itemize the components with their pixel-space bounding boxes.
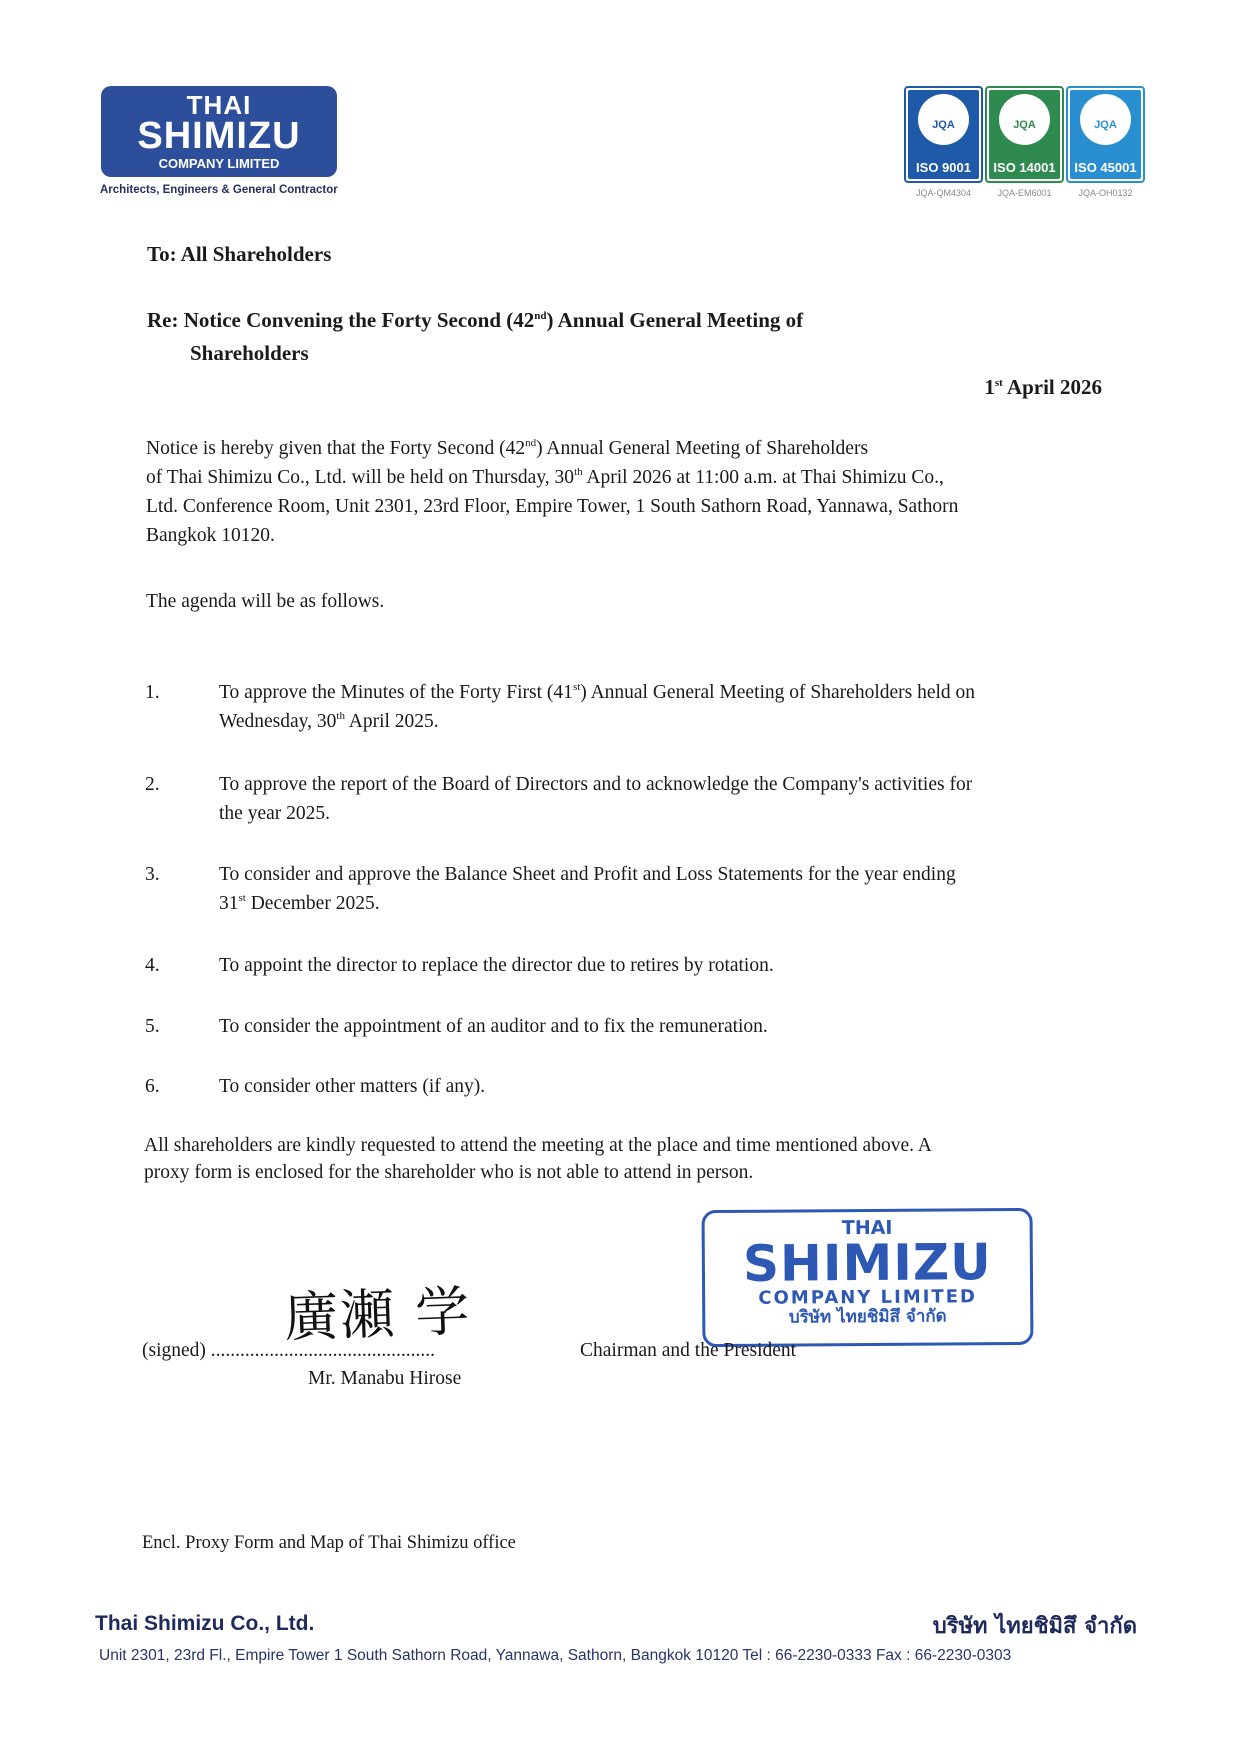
footer-address: Unit 2301, 23rd Fl., Empire Tower 1 South Sathorn Road, Yannawa, Sathorn, Bangkok 10120 Tel : 66-2230-0333 Fax : 66-2230-0303	[99, 1647, 1012, 1664]
certified-seal-icon: JQA	[918, 94, 969, 145]
handwritten-signature: 廣瀬 学	[283, 1279, 473, 1350]
iso-label: ISO 45001	[1074, 160, 1137, 175]
agenda-number: 6.	[145, 1076, 160, 1097]
subject-line: Re: Notice Convening the Forty Second (42nd) Annual General Meeting of	[147, 308, 804, 332]
agenda-item: To consider the appointment of an auditor and to fix the remuneration.	[219, 1016, 768, 1037]
iso-code: JQA-EM6001	[997, 188, 1052, 198]
iso-label: ISO 14001	[993, 160, 1056, 175]
agenda-item: To consider and approve the Balance Sheet and Profit and Loss Statements for the year ending 31st December 2025.	[219, 864, 956, 914]
footer-company-name-thai: บริษัท ไทยชิมิสึ จำกัด	[932, 1613, 1137, 1639]
company-logo	[101, 86, 337, 177]
agenda-number: 5.	[145, 1016, 160, 1037]
agenda-number: 1.	[145, 682, 160, 703]
iso-label: ISO 9001	[916, 160, 971, 175]
signer-title: Chairman and the President	[580, 1340, 797, 1361]
agenda-number: 4.	[145, 955, 160, 976]
agenda-number: 3.	[145, 864, 160, 885]
enclosure-note: Encl. Proxy Form and Map of Thai Shimizu office	[142, 1533, 516, 1553]
closing-paragraph: All shareholders are kindly requested to attend the meeting at the place and time mentioned above. A proxy form is enclosed for the shareholder who is not able to attend in person.	[144, 1135, 932, 1183]
signer-name: Mr. Manabu Hirose	[308, 1368, 462, 1389]
agenda-intro: The agenda will be as follows.	[146, 591, 385, 612]
iso-9001-badge	[904, 86, 983, 183]
footer-company-name: Thai Shimizu Co., Ltd.	[95, 1612, 315, 1635]
recipient-line: To: All Shareholders	[147, 242, 332, 266]
certified-seal-icon: JQA	[999, 94, 1050, 145]
company-seal-stamp: THAI SHIMIZU COMPANY LIMITED บริษัท ไทยชิมิสึ จำกัด	[702, 1208, 1034, 1347]
signed-line: (signed) ..............................................	[142, 1340, 436, 1361]
logo-thai: THAI	[186, 90, 252, 120]
logo-tagline: Architects, Engineers & General Contractor	[100, 184, 338, 196]
iso-45001-badge	[1066, 86, 1145, 183]
agenda-item: To appoint the director to replace the director due to retires by rotation.	[219, 955, 774, 976]
agenda-item: To consider other matters (if any).	[219, 1076, 486, 1097]
certified-seal-icon: JQA	[1080, 94, 1131, 145]
agenda-item: To approve the report of the Board of Directors and to acknowledge the Company's activities for the year 2025.	[219, 774, 973, 824]
agenda-item: To approve the Minutes of the Forty First (41st) Annual General Meeting of Shareholders held on Wednesday, 30th April 2025.	[219, 681, 976, 732]
logo-shimizu: SHIMIZU	[137, 115, 301, 157]
intro-paragraph: Notice is hereby given that the Forty Second (42nd) Annual General Meeting of Shareholders of Thai Shimizu Co., Ltd. will be held on Thursday, 30th April 2026 at 11:00 a.m. at Thai Shimizu Co., Ltd. Conference Room, Unit 2301, 23rd Floor, Empire Tower, 1 South Sathorn Road, Yannawa, Sathorn Bangkok 10120.	[146, 437, 959, 546]
subject-line-2: Shareholders	[190, 341, 309, 365]
logo-company-limited: COMPANY LIMITED	[158, 156, 280, 171]
letter-date: 1st April 2026	[984, 375, 1102, 399]
iso-code: JQA-QM4304	[915, 188, 972, 198]
agenda-number: 2.	[145, 774, 160, 795]
iso-code: JQA-OH0132	[1078, 188, 1133, 198]
iso-14001-badge	[985, 86, 1064, 183]
